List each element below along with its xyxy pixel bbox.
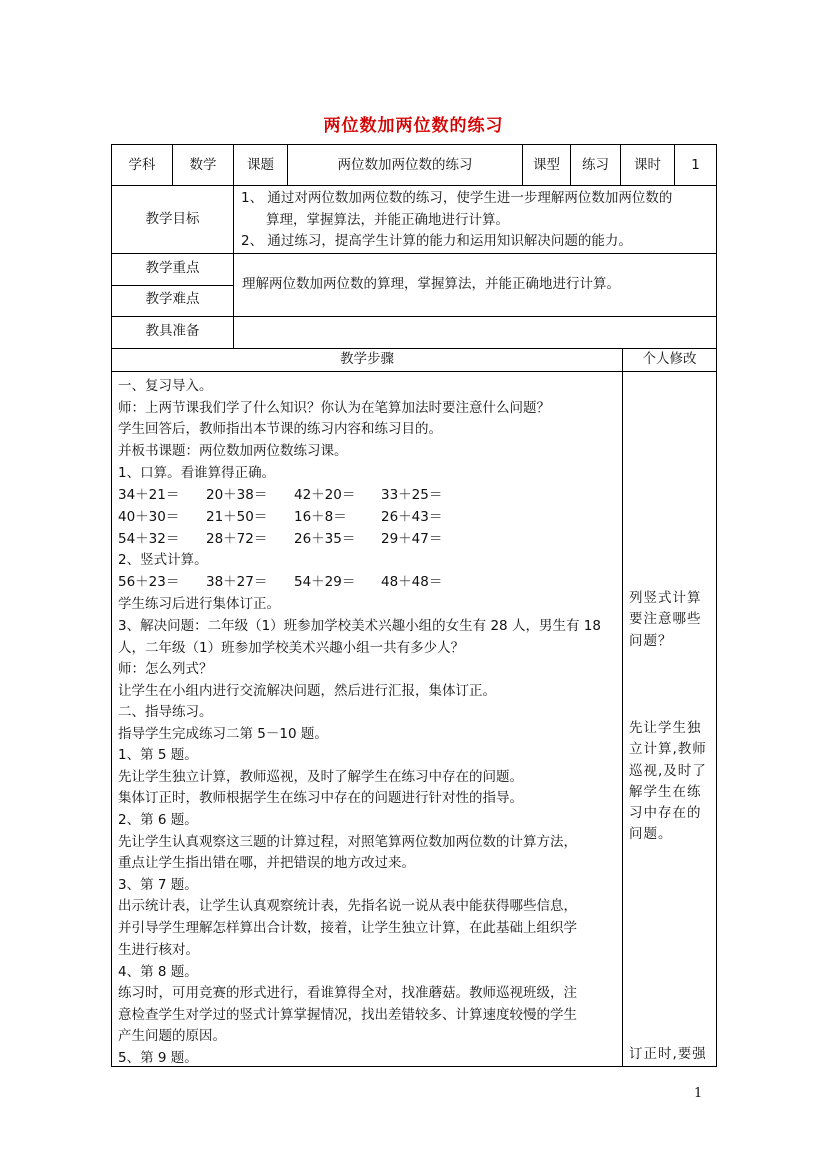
steps-header: 教学步骤 — [340, 351, 394, 367]
step-text: 学生练习后进行集体订正。 — [118, 596, 280, 612]
revision-note-3: 订正时,要强 — [629, 1046, 707, 1062]
step-text: 练习时，可用竞赛的形式进行，看谁算得全对，找准蘑菇。教师巡视班级，注 — [118, 985, 577, 1001]
oral-equation: 40＋30＝ — [118, 509, 180, 525]
oral-equation: 42＋20＝ — [294, 487, 356, 503]
oral-equation: 34＋21＝ — [118, 487, 180, 503]
oral-equation: 29＋47＝ — [381, 531, 443, 547]
step-text: 让学生在小组内进行交流解决问题，然后进行汇报，集体订正。 — [118, 683, 496, 699]
step-text: 师：怎么列式？ — [118, 661, 213, 677]
difficulty-label: 教学难点 — [145, 291, 200, 307]
subject-label: 学科 — [128, 157, 156, 173]
step-text: 重点让学生指出错在哪，并把错误的地方改过来。 — [118, 855, 415, 871]
step-problem-line-1: 3、解决问题：二年级（1）班参加学校美术兴趣小组的女生有 28 人，男生有 18 — [118, 618, 601, 634]
step-text: 出示统计表，让学生认真观察统计表，先指名说一说从表中能获得哪些信息， — [118, 898, 577, 914]
oral-equation: 20＋38＝ — [206, 487, 268, 503]
step-item-heading: 4、第 8 题。 — [118, 964, 198, 980]
step-text: 集体订正时，教师根据学生在练习中存在的问题进行针对性的指导。 — [118, 790, 523, 806]
step-item-heading: 2、第 6 题。 — [118, 812, 198, 828]
key-point-label: 教学重点 — [145, 260, 200, 276]
step-text: 生进行核对。 — [118, 942, 199, 958]
revise-header: 个人修改 — [642, 351, 697, 367]
step-text: 指导学生完成练习二第 5－10 题。 — [118, 726, 328, 742]
document-title: 两位数加两位数的练习 — [323, 116, 504, 136]
goals-label: 教学目标 — [145, 211, 200, 227]
step-item-heading: 1、第 5 题。 — [118, 747, 198, 763]
page-number: 1 — [694, 1086, 703, 1101]
step-oral-heading: 1、口算。看谁算得正确。 — [118, 465, 276, 481]
step-text: 意检查学生对学过的竖式计算掌握情况，找出差错较多、计算速度较慢的学生 — [118, 1007, 577, 1023]
subject-value: 数学 — [189, 157, 217, 173]
materials-label: 教具准备 — [145, 323, 200, 339]
oral-equation: 33＋25＝ — [381, 487, 443, 503]
oral-equation: 26＋43＝ — [381, 509, 443, 525]
vertical-equation: 54＋29＝ — [294, 574, 356, 590]
step-item-heading: 5、第 9 题。 — [118, 1050, 198, 1066]
step-text: 学生回答后，教师指出本节课的练习内容和练习目的。 — [118, 421, 442, 437]
step-text: 师：上两节课我们学了什么知识？你认为在笔算加法时要注意什么问题？ — [118, 400, 550, 416]
type-value: 练习 — [582, 157, 609, 173]
step-guide-heading: 二、指导练习。 — [118, 704, 213, 720]
type-label: 课型 — [533, 157, 560, 173]
goal-line-1: 1、 通过对两位数加两位数的练习，使学生进一步理解两位数加两位数的 — [241, 190, 673, 206]
goal-line-3: 2、 通过练习，提高学生计算的能力和运用知识解决问题的能力。 — [241, 233, 632, 249]
revision-note-2: 先让学生独 立计算,教师 巡视,及时了 解学生在练 习中存在的 问题。 — [629, 720, 707, 843]
step-vertical-heading: 2、竖式计算。 — [118, 552, 208, 568]
oral-equation: 21＋50＝ — [206, 509, 268, 525]
oral-equation: 26＋35＝ — [294, 531, 356, 547]
step-text: 并引导学生理解怎样算出合计数，接着，让学生独立计算，在此基础上组织学 — [118, 920, 577, 936]
oral-equation: 28＋72＝ — [206, 531, 268, 547]
oral-equation: 54＋32＝ — [118, 531, 180, 547]
topic-value: 两位数加两位数的练习 — [337, 157, 473, 173]
step-text: 产生问题的原因。 — [118, 1028, 226, 1044]
goal-line-2: 算理，掌握算法，并能正确地进行计算。 — [266, 212, 509, 228]
step-text: 先让学生认真观察这三题的计算过程，对照笔算两位数加两位数的计算方法， — [118, 834, 577, 850]
hours-value: 1 — [691, 157, 700, 173]
vertical-equation: 56＋23＝ — [118, 574, 180, 590]
step-review-heading: 一、复习导入。 — [118, 378, 213, 394]
vertical-equation: 48＋48＝ — [381, 574, 443, 590]
step-problem-line-2: 人，二年级（1）班参加学校美术兴趣小组一共有多少人？ — [118, 640, 465, 656]
oral-equation: 16＋8＝ — [294, 509, 347, 525]
revision-note-1: 列竖式计算 要注意哪些 问题？ — [629, 590, 702, 649]
hours-label: 课时 — [634, 157, 661, 173]
vertical-equation: 38＋27＝ — [206, 574, 268, 590]
topic-label: 课题 — [247, 157, 274, 173]
step-text: 并板书课题：两位数加两位数练习课。 — [118, 443, 348, 459]
step-text: 先让学生独立计算，教师巡视，及时了解学生在练习中存在的问题。 — [118, 769, 523, 785]
key-difficulty-text: 理解两位数加两位数的算理，掌握算法，并能正确地进行计算。 — [242, 276, 620, 292]
step-item-heading: 3、第 7 题。 — [118, 877, 198, 893]
